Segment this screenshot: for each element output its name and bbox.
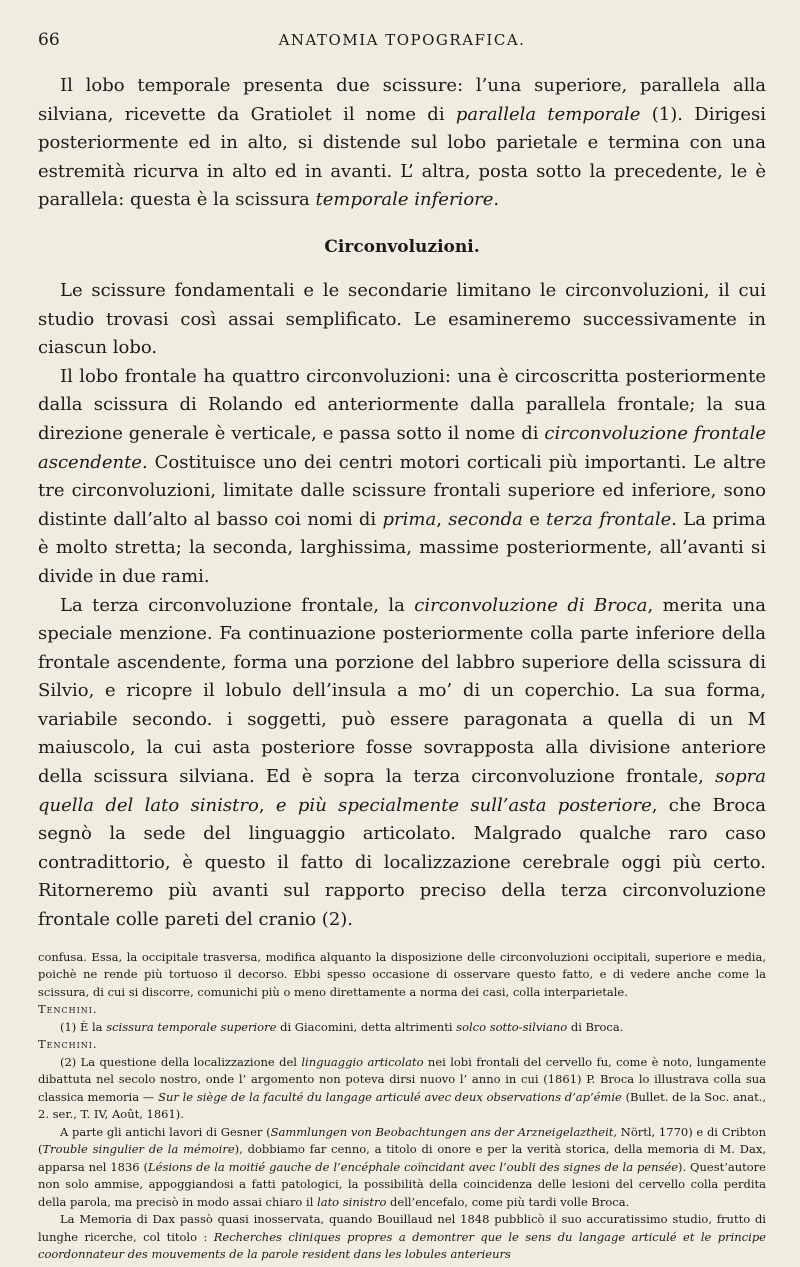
footnote-signature: Tenchini. bbox=[38, 1002, 98, 1017]
footnote-2: (2) La questione della localizzazione del linguaggio articolato nei lobi frontali del cervello fu, come è noto, lungamente dibattuta nel secolo nostro, onde l’ argomento non poteva dirsi nuovo l’ anno in cui (1861) P. Broca lo illustrava colla sua classica memoria — Sur le siège de la faculté du langage articulé avec deux observations d’ap’émie (Bullet. de la Soc. anat., 2. ser., T. IV, Août, 1861). bbox=[38, 1054, 767, 1122]
footnotes bbox=[38, 949, 766, 1264]
running-title: ANATOMIA TOPOGRAFICA. bbox=[278, 31, 526, 49]
footnote-2-bouillaud: La Memoria di Dax passò quasi inosservata, quando Bouillaud nel 1848 pubblicò il suo accuratissimo studio, frutto di lunghe ricerche, col titolo : Recherches cliniques propres a demontrer que le sens du langage articulé et le principe coordonnateur des mouvements de la parole resident dans les lobules anterieurs bbox=[38, 1212, 766, 1262]
paragraph-scissure: Le scissure fondamentali e le secondarie limitano le circonvoluzioni, il cui studio trovasi così assai semplificato. Le esamineremo successivamente in ciascun lobo. bbox=[38, 279, 766, 359]
footnote-2-dax: A parte gli antichi lavori di Gesner (Sammlungen von Beobachtungen ans der Arzneigelaztheit, Nörtl, 1770) e di Cribton (Trouble singulier de la mémoire), dobbiamo far cenno, a titolo di onore e per la verità storica, della memoria di M. Dax, apparsa nel 1836 (Lésions de la moitié gauche de l’encéphale coïncidant avec l’oubli des signes de la pensée). Quest’autore non solo ammise, appoggiandosi a fatti patologici, la possibilità della coincidenza delle lesioni del cervello colla perdita della parola, ma precisò in modo assai chiaro il lato sinistro dell’encefalo, come più tardi volle Broca. bbox=[38, 1124, 766, 1209]
footnote-continued: confusa. Essa, la occipitale trasversa, modifica alquanto la disposizione delle circonvoluzioni occipitali, superiore e media, poichè ne rende più tortuoso il decorso. Ebbi spesso occasione di osservare questo fatto, e di vedere anche come la scissura, di cui si discorre, comunichi più o meno direttamente a norma dei casi, colla interparietale. bbox=[38, 949, 766, 999]
page-number: 66 bbox=[38, 30, 60, 50]
section-heading: Circonvoluzioni. bbox=[324, 236, 480, 257]
footnote-1: (1) È la scissura temporale superiore di Giacomini, detta altrimenti solco sotto-silviano di Broca. bbox=[60, 1019, 624, 1034]
paragraph-temporal-lobe: Il lobo temporale presenta due scissure: l’una superiore, parallela alla silviana, ricevette da Gratiolet il nome di parallela temporale (1). Dirigesi posteriormente ed in alto, si distende sul lobo parietale e termina con una estremità ricurva in alto ed in avanti. L’ altra, posta sotto la precedente, le è parallela: questa è la scissura temporale inferiore. bbox=[38, 75, 766, 211]
paragraph-broca: La terza circonvoluzione frontale, la circonvoluzione di Broca, merita una speciale menzione. Fa continuazione posteriormente colla parte inferiore della frontale ascendente, forma una porzione del labbro superiore della scissura di Silvio, e ricopre il lobulo dell’insula a mo’ di un coperchio. La sua forma, variabile secondo. i soggetti, può essere paragonata a quella di un M maiuscolo, la cui asta posteriore fosse sovrapposta alla divisione anteriore della scissura silviana. Ed è sopra la terza circonvoluzione frontale, sopra quella del lato sinistro, e più specialmente sull’asta posteriore, che Broca segnò la sede del linguaggio articolato. Malgrado qualche raro caso contradittorio, è questo il fatto di localizzazione cerebrale oggi più certo. Ritorneremo più avanti sul rapporto preciso della terza circonvoluzione frontale colle pareti del cranio (2). bbox=[38, 594, 766, 931]
footnote-signature: Tenchini. bbox=[38, 1037, 98, 1052]
running-header bbox=[38, 30, 766, 60]
paragraph-frontal-lobe: Il lobo frontale ha quattro circonvoluzioni: una è circoscritta posteriormente dalla scissura di Rolando ed anteriormente dalla parallela frontale; la sua direzione generale è verticale, e passa sotto il nome di circonvoluzione frontale ascendente. Costituisce uno dei centri motori corticali più importanti. Le altre tre circonvoluzioni, limitate dalle scissure frontali superiore ed inferiore, sono distinte dall’alto al basso coi nomi di prima, seconda e terza frontale. La prima è molto stretta; la seconda, larghissima, massime posteriormente, all’avanti si divide in due rami. bbox=[38, 365, 766, 587]
main-text bbox=[38, 72, 766, 935]
book-page bbox=[38, 30, 766, 1264]
